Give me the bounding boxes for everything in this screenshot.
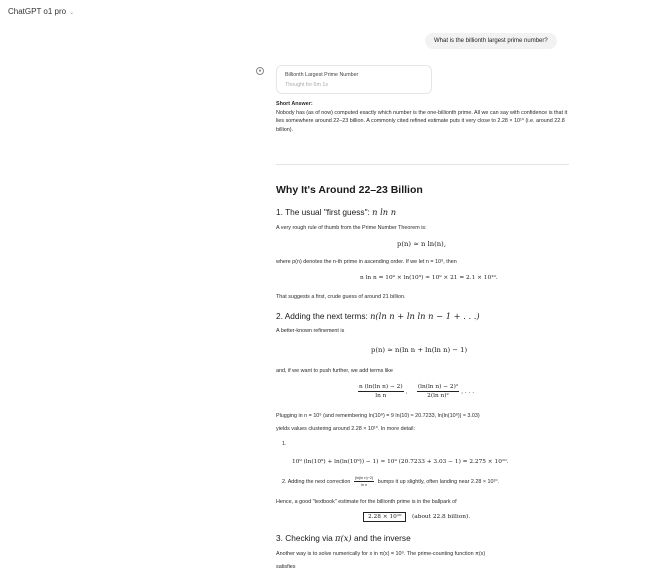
s3-p1: Another way is to solve numerically for x in π(x) = 10⁹. The prime-counting function π(x)	[276, 551, 486, 557]
s3-p2: satisfies	[276, 564, 296, 570]
s3-title-post: and the inverse	[351, 533, 411, 543]
s2-li2-post: bumps it up slightly, often landing near 2.28 × 10¹⁰.	[377, 478, 499, 485]
thought-summary[interactable]	[276, 65, 432, 94]
s2-li2-frac-den: ln n	[361, 483, 368, 487]
s1-eq1: p(n) ≈ n ln(n),	[397, 240, 446, 248]
s2-li2-frac	[354, 476, 374, 487]
s2-fractions: $\frac{\text{n (ln(ln n) − 2)}}{\text{ln n}}$ , $\frac{\text{(ln(ln n) − 2)²}}{\text{2(ln n)²}}$ , . . .	[359, 384, 475, 399]
chevron-down-icon: ⌄	[69, 9, 75, 16]
s2-li2	[282, 476, 499, 487]
s2-p2: and, if we want to push further, we add terms like	[276, 368, 393, 374]
s2-boxed-result	[363, 514, 470, 520]
s2-frac2-num: (ln(ln n) − 2)²	[417, 384, 459, 390]
s3-title-text: 3. Checking via	[276, 533, 336, 543]
s1-title	[276, 207, 396, 217]
thought-duration: Thought for 6m 1s	[285, 82, 328, 88]
user-message: What is the billionth largest prime number?	[425, 33, 557, 49]
s1-eq2: n ln n = 10⁹ × ln(10⁹) ≈ 10⁹ × 21 = 2.1 × 10¹⁰.	[360, 275, 498, 281]
s1-p3: That suggests a first, crude guess of around 21 billion.	[276, 294, 406, 300]
divider	[276, 164, 569, 165]
s1-p1: A very rough rule of thumb from the Prime Number Theorem is:	[276, 225, 427, 231]
s1-title-text: 1. The usual "first guess":	[276, 207, 373, 217]
s2-frac1	[358, 384, 404, 399]
model-name: ChatGPT o1 pro	[8, 7, 67, 16]
s2-eq2: 10⁹ (ln(10⁹) + ln(ln(10⁹)) − 1) ≈ 10⁹ (20.7233 + 3.03 − 1) = 2.275 × 10¹⁰.	[292, 459, 509, 465]
s2-li2-pre: 2. Adding the next correction	[282, 478, 351, 485]
s2-frac1-num: n (ln(ln n) − 2)	[359, 384, 403, 390]
s2-boxed-note: (about 22.8 billion).	[412, 514, 471, 520]
s2-p1: A better-known refinement is	[276, 328, 345, 334]
s2-eq1: p(n) ≈ n(ln n + ln(ln n) − 1)	[371, 346, 468, 354]
short-answer-label: Short Answer:	[276, 101, 313, 107]
thought-title: Billionth Largest Prime Number	[285, 72, 359, 78]
s3-title	[276, 533, 411, 543]
s2-frac1-den: ln n	[375, 393, 387, 399]
s2-list-marker-1: 1.	[282, 441, 287, 447]
s2-p4: yields values clustering around 2.28 × 10¹⁰. In more detail:	[276, 426, 415, 432]
s2-p5: Hence, a good "textbook" estimate for the billionth prime is in the ballpark of	[276, 499, 457, 505]
model-selector[interactable]	[8, 7, 74, 16]
s3-title-math: π(x)	[335, 533, 352, 543]
short-answer	[276, 100, 574, 135]
s2-li2-frac-num: (ln(ln n)−2)	[354, 476, 374, 480]
section-heading: Why It's Around 22–23 Billion	[276, 184, 423, 196]
s2-frac2	[417, 384, 459, 399]
s1-p2: where p(n) denotes the n-th prime in ascending order. If we let n = 10⁹, then	[276, 259, 457, 265]
assistant-avatar-icon: ●	[256, 67, 264, 75]
s1-title-math: n ln n	[372, 207, 397, 217]
s2-p3: Plugging in n = 10⁹ (and remembering ln(10⁹) = 9 ln(10) ≈ 20.7233, ln(ln(10⁹)) ≈ 3.03)	[276, 413, 480, 419]
s2-title	[276, 311, 480, 321]
s2-boxed-value: 2.28 × 10¹⁰	[363, 512, 406, 522]
short-answer-text: Nobody has (as of now) computed exactly which number is the one-billionth prime. All we can say with confidence is that it lies somewhere around 22–23 billion. A commonly cited refined estimate puts it very close to 2.28 × 10¹⁰ (i.e. around 22.8 billion).	[276, 109, 568, 133]
s2-title-math: n(ln n + ln ln n − 1 + . . .)	[370, 311, 480, 321]
s2-title-text: 2. Adding the next terms:	[276, 311, 371, 321]
s2-frac2-den: 2(ln n)²	[427, 393, 449, 399]
